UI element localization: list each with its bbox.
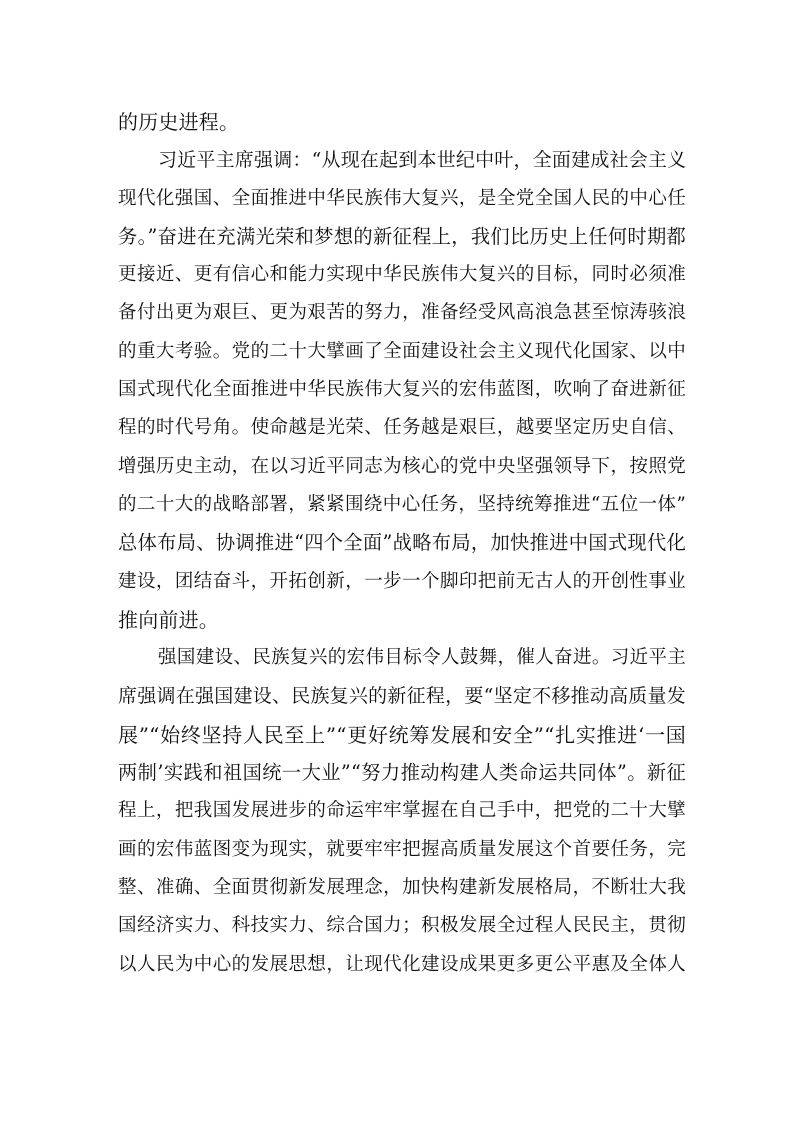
text-line: 程上，把我国发展进步的命运牢牢掌握在自己手中，把党的二十大擘 bbox=[118, 800, 686, 822]
paragraph bbox=[118, 639, 686, 984]
text-line: 习近平主席强调：“从现在起到本世纪中叶，全面建成社会主义 bbox=[158, 149, 687, 172]
text-line: 总体布局、协调推进“四个全面”战略布局，加快推进中国式现代化 bbox=[118, 531, 686, 555]
text-line: 程的时代号角。使命越是光荣、任务越是艰巨，越要坚定历史自信、 bbox=[118, 417, 686, 439]
text-line: 以人民为中心的发展思想，让现代化建设成果更多更公平惠及全体人 bbox=[118, 953, 686, 975]
text-line: 推向前进。 bbox=[118, 607, 219, 632]
text-line: 的二十大的战略部署，紧紧围绕中心任务，坚持统筹推进“五位一体” bbox=[118, 493, 686, 515]
paragraph bbox=[118, 103, 686, 141]
text-line: 两制’实践和祖国统一大业”“努力推动构建人类命运共同体”。新征 bbox=[118, 761, 686, 785]
text-line: 国式现代化全面推进中华民族伟大复兴的宏伟蓝图，吹响了奋进新征 bbox=[118, 379, 686, 401]
text-line: 备付出更为艰巨、更为艰苦的努力，准备经受风高浪急甚至惊涛骇浪 bbox=[118, 302, 686, 324]
text-line: 强国建设、民族复兴的宏伟目标令人鼓舞，催人奋进。习近平主 bbox=[158, 647, 686, 669]
text-line: 务。”奋进在充满光荣和梦想的新征程上，我们比历史上任何时期都 bbox=[118, 224, 686, 248]
text-line: 整、准确、全面贯彻新发展理念，加快构建新发展格局，不断壮大我 bbox=[118, 876, 686, 898]
text-line: 增强历史主动，在以习近平同志为核心的党中央坚强领导下，按照党 bbox=[118, 455, 686, 477]
text-line: 的重大考验。党的二十大擘画了全面建设社会主义现代化国家、以中 bbox=[118, 340, 686, 362]
paragraph bbox=[118, 141, 686, 639]
text-line: 席强调在强国建设、民族复兴的新征程，要“坚定不移推动高质量发 bbox=[118, 685, 686, 708]
text-line: 展”“始终坚持人民至上”“更好统筹发展和安全”“扎实推进‘一国 bbox=[118, 722, 686, 747]
text-line: 画的宏伟蓝图变为现实，就要牢牢把握高质量发展这个首要任务，完 bbox=[118, 838, 686, 860]
text-line: 现代化强国、全面推进中华民族伟大复兴，是全党全国人民的中心任 bbox=[118, 187, 686, 209]
text-line: 的历史进程。 bbox=[118, 110, 240, 134]
body-text bbox=[118, 103, 686, 984]
text-line: 更接近、更有信心和能力实现中华民族伟大复兴的目标，同时必须准 bbox=[118, 264, 686, 286]
text-line: 建设，团结奋斗，开拓创新，一步一个脚印把前无古人的开创性事业 bbox=[118, 570, 686, 592]
text-line: 国经济实力、科技实力、综合国力；积极发展全过程人民民主，贯彻 bbox=[118, 915, 686, 937]
